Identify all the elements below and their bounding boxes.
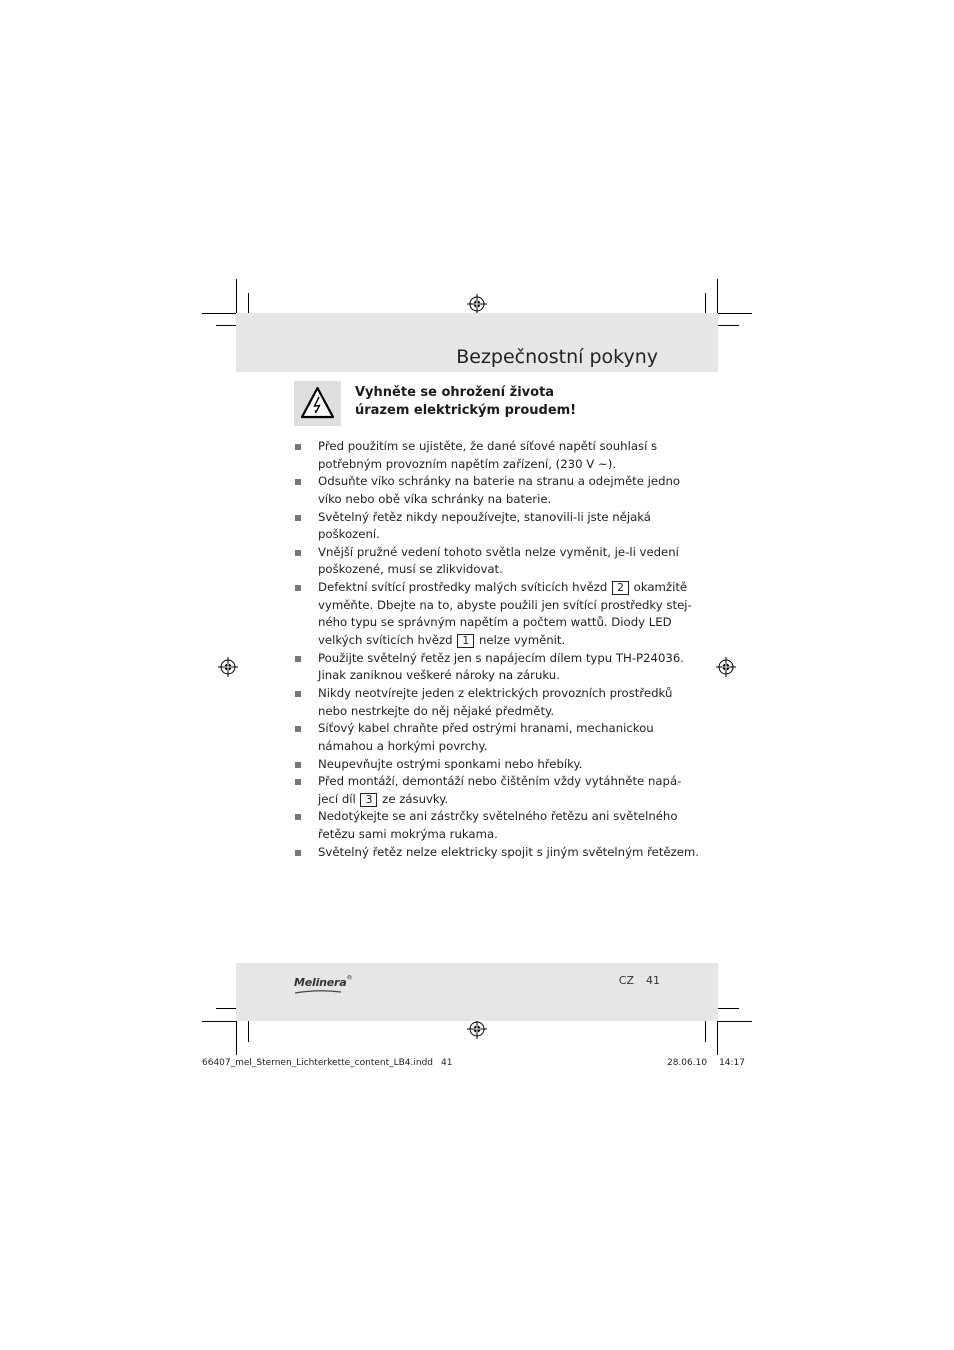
page-info xyxy=(619,974,660,987)
list-item-text: Nedotýkejte se ani zástrčky světelného řetězu ani světelného xyxy=(318,809,678,824)
list-item-text: potřebným provozním napětím zařízení, (230 V ~). xyxy=(318,456,617,471)
page-title: Bezpečnostní pokyny xyxy=(456,346,658,368)
language-code: CZ xyxy=(618,974,634,987)
part-reference-number: 3 xyxy=(360,793,377,807)
list-item-line xyxy=(318,614,694,632)
warning-heading-line: Vyhněte se ohrožení života xyxy=(355,385,555,400)
registration-mark-icon xyxy=(716,657,736,677)
list-item-text: Použijte světelný řetěz jen s napájecím dílem typu TH-P24036. xyxy=(318,650,684,665)
list-item-line xyxy=(318,773,694,791)
list-item-text: jecí díl xyxy=(318,791,360,806)
slug-date: 28.06.10 xyxy=(666,1058,708,1068)
list-item xyxy=(294,438,694,473)
list-item xyxy=(294,685,694,720)
safety-instructions-list xyxy=(294,438,700,861)
list-item-text: Před použitím se ujistěte, že dané síťové napětí souhlasí s xyxy=(318,439,658,453)
header-band xyxy=(236,313,718,372)
list-item xyxy=(294,720,694,755)
list-item-line xyxy=(318,844,700,862)
list-item-text: Odsuňte víko schránky na baterie na stranu a odejměte jedno xyxy=(318,474,681,489)
brand-swoosh-icon xyxy=(294,989,342,995)
list-item-line xyxy=(318,526,694,544)
warning-heading-line: úrazem elektrickým proudem! xyxy=(355,403,577,418)
bullet-square-icon xyxy=(295,656,301,662)
list-item-line xyxy=(318,756,694,774)
brand-name: Melinera xyxy=(294,976,347,989)
list-item-text: ze zásuvky. xyxy=(378,791,449,806)
list-item-text: Před montáží, demontáží nebo čištěním vždy vytáhněte napá- xyxy=(318,774,682,789)
list-item-text: Světelný řetěz nelze elektricky spojit s jiným světelným řetězem. xyxy=(318,844,700,859)
bullet-square-icon xyxy=(295,814,301,820)
list-item xyxy=(294,808,694,843)
bullet-square-icon xyxy=(295,585,301,591)
footer-band xyxy=(236,963,718,1021)
warning-icon-box xyxy=(294,381,341,426)
list-item-line xyxy=(318,561,694,579)
slug-file: 66407_mel_Sternen_Lichterkette_content_LB4.indd xyxy=(202,1058,434,1068)
list-item-text: Neupevňujte ostrými sponkami nebo hřebíky. xyxy=(318,756,583,771)
list-item-text: Síťový kabel chraňte před ostrými hranami, mechanickou xyxy=(318,721,654,736)
list-item-text: Jinak zaniknou veškeré nároky na záruku. xyxy=(318,668,560,683)
list-item xyxy=(294,650,694,685)
list-item xyxy=(294,509,694,544)
slug-page: 41 xyxy=(441,1058,453,1068)
list-item-text: Vnější pružné vedení tohoto světla nelze vyměnit, je-li vedení xyxy=(318,544,679,559)
list-item-line xyxy=(318,808,694,826)
part-reference-number: 2 xyxy=(612,581,629,595)
list-item xyxy=(294,579,694,650)
list-item-line xyxy=(318,738,694,756)
list-item-line xyxy=(318,826,694,844)
list-item-text: námahou a horkými povrchy. xyxy=(318,738,488,753)
brand-registered-mark: ® xyxy=(346,974,353,982)
list-item xyxy=(294,544,694,579)
list-item-text: Nikdy neotvírejte jeden z elektrických provozních prostředků xyxy=(318,685,673,700)
list-item-text: okamžitě xyxy=(629,580,688,595)
list-item xyxy=(294,773,694,808)
bullet-square-icon xyxy=(295,762,301,768)
list-item-line xyxy=(318,703,694,721)
registration-mark-icon xyxy=(467,1019,487,1039)
list-item-line xyxy=(318,597,694,615)
list-item-text: řetězu sami mokrýma rukama. xyxy=(318,827,498,842)
bullet-square-icon xyxy=(295,726,301,732)
list-item-line xyxy=(318,791,694,809)
slug-filename xyxy=(202,1058,452,1068)
electric-shock-warning-icon xyxy=(294,381,341,426)
list-item xyxy=(294,473,694,508)
list-item-line xyxy=(318,509,694,527)
list-item-line xyxy=(318,473,694,491)
list-item-text: poškozené, musí se zlikvidovat. xyxy=(318,562,503,577)
list-item-line xyxy=(318,491,694,509)
warning-heading xyxy=(355,384,576,420)
list-item-line xyxy=(318,667,694,685)
list-item-line xyxy=(318,579,694,597)
list-item-line xyxy=(318,438,694,456)
bullet-square-icon xyxy=(295,444,301,450)
bullet-square-icon xyxy=(295,479,301,485)
registration-mark-icon xyxy=(218,657,238,677)
page-number: 41 xyxy=(646,974,660,987)
list-item xyxy=(294,844,700,862)
list-item-line xyxy=(318,632,694,650)
list-item-line xyxy=(318,685,694,703)
part-reference-number: 1 xyxy=(457,634,474,648)
bullet-square-icon xyxy=(295,850,301,856)
list-item-text: nebo nestrkejte do něj nějaké předměty. xyxy=(318,703,555,718)
slug-datetime xyxy=(667,1058,745,1068)
registration-mark-icon xyxy=(467,294,487,314)
list-item-text: Světelný řetěz nikdy nepoužívejte, stanovili-li jste nějaká xyxy=(318,509,651,524)
slug-time: 14:17 xyxy=(719,1058,745,1068)
bullet-square-icon xyxy=(295,550,301,556)
list-item xyxy=(294,756,694,774)
list-item-line xyxy=(318,544,694,562)
brand-logo xyxy=(294,971,353,995)
list-item-text: vyměňte. Dbejte na to, abyste použili jen svítící prostředky stej- xyxy=(318,597,692,612)
list-item-text: Defektní svítící prostředky malých svíticích hvězd xyxy=(318,580,611,595)
list-item-text: poškození. xyxy=(318,527,380,542)
list-item-line xyxy=(318,456,694,474)
list-item-text: víko nebo obě víka schránky na baterie. xyxy=(318,491,552,506)
bullet-square-icon xyxy=(295,779,301,785)
list-item-text: ného typu se správným napětím a počtem wattů. Diody LED xyxy=(318,615,672,630)
bullet-square-icon xyxy=(295,515,301,521)
list-item-line xyxy=(318,650,694,668)
list-item-text: velkých svíticích hvězd xyxy=(318,633,457,648)
bullet-square-icon xyxy=(295,691,301,697)
list-item-text: nelze vyměnit. xyxy=(475,633,566,648)
list-item-line xyxy=(318,720,694,738)
